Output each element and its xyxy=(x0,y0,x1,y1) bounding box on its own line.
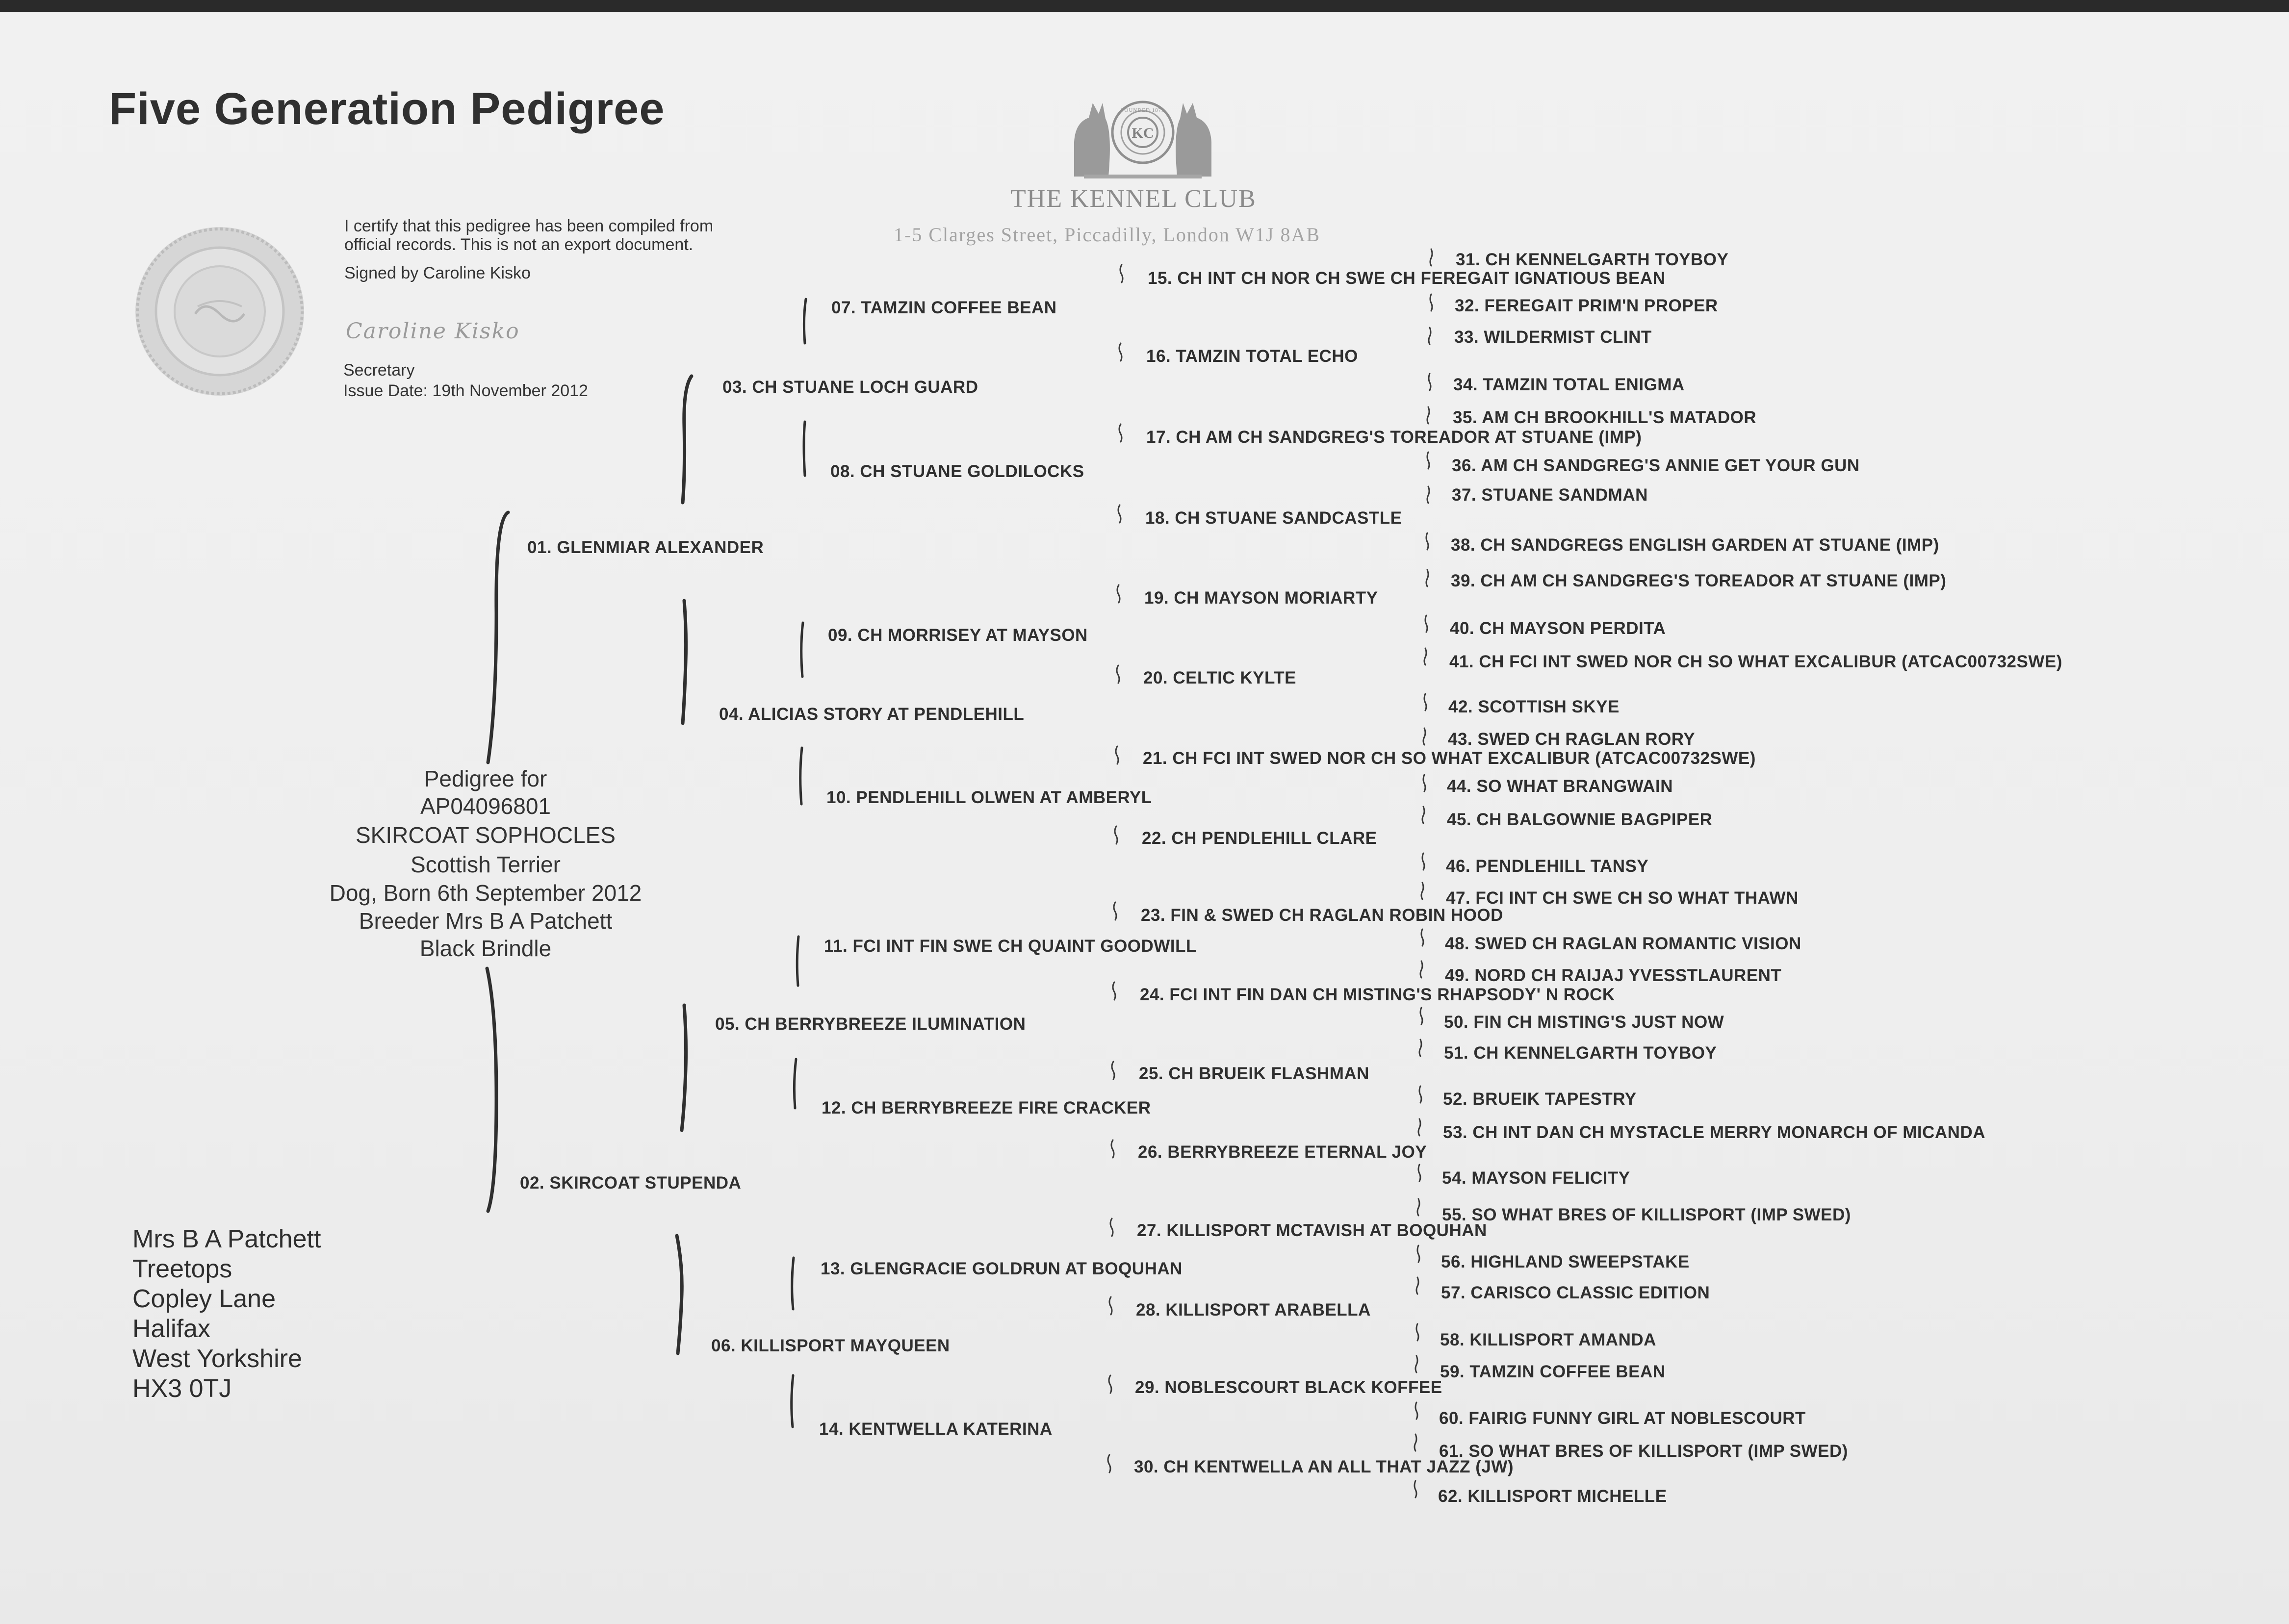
pedigree-entry-gen5: 36. AM CH SANDGREG'S ANNIE GET YOUR GUN xyxy=(1452,456,1860,475)
bracket-gen5 xyxy=(1426,533,1428,550)
bracket-gen4 xyxy=(1114,902,1116,920)
pedigree-entry-gen4: 26. BERRYBREEZE ETERNAL JOY xyxy=(1138,1142,1427,1162)
dog-sex-birth: Dog, Born 6th September 2012 xyxy=(329,880,642,906)
pedigree-entry-gen5: 35. AM CH BROOKHILL'S MATADOR xyxy=(1453,408,1757,427)
pedigree-entry-gen4: 25. CH BRUEIK FLASHMAN xyxy=(1139,1064,1369,1083)
pedigree-entry-gen5: 56. HIGHLAND SWEEPSTAKE xyxy=(1441,1252,1690,1271)
bracket-gen5 xyxy=(1416,1277,1418,1294)
pedigree-entry-gen5: 47. FCI INT CH SWE CH SO WHAT THAWN xyxy=(1446,888,1799,908)
certification-line-1: I certify that this pedigree has been compiled from xyxy=(344,217,714,235)
pedigree-entry-gen5: 32. FEREGAIT PRIM'N PROPER xyxy=(1455,296,1718,315)
pedigree-entry-gen5: 50. FIN CH MISTING'S JUST NOW xyxy=(1444,1013,1724,1032)
pedigree-entry-gen5: 53. CH INT DAN CH MYSTACLE MERRY MONARCH OF MICANDA xyxy=(1443,1123,1985,1142)
pedigree-entry-gen4: 17. CH AM CH SANDGREG'S TOREADOR AT STUANE (IMP) xyxy=(1146,428,1642,447)
pedigree-entry-gen5: 58. KILLISPORT AMANDA xyxy=(1440,1330,1656,1349)
pedigree-entry-gen5: 42. SCOTTISH SKYE xyxy=(1448,697,1620,716)
issue-date: Issue Date: 19th November 2012 xyxy=(343,381,588,400)
bracket-gen5 xyxy=(1427,486,1429,503)
bracket-gen3 xyxy=(797,937,798,986)
owner-address-line: Halifax xyxy=(132,1315,210,1343)
pedigree-entry-gen5: 38. CH SANDGREGS ENGLISH GARDEN AT STUANE (IMP) xyxy=(1451,535,1939,555)
bracket-gen3 xyxy=(794,1059,796,1108)
pedigree-entry-gen3: 08. CH STUANE GOLDILOCKS xyxy=(830,462,1084,481)
bracket-gen5 xyxy=(1424,694,1426,710)
bracket-gen4 xyxy=(1117,665,1119,683)
pedigree-entry-gen3: 14. KENTWELLA KATERINA xyxy=(819,1420,1053,1439)
bracket-gen5 xyxy=(1424,648,1426,665)
pedigree-entry-gen4: 22. CH PENDLEHILL CLARE xyxy=(1142,829,1377,848)
dog-colour: Black Brindle xyxy=(419,936,552,961)
bracket-gen4 xyxy=(1119,343,1122,361)
bracket-gen3 xyxy=(792,1375,793,1427)
bracket-gen5 xyxy=(1422,853,1424,870)
pedigree-entry-gen5: 48. SWED CH RAGLAN ROMANTIC VISION xyxy=(1445,934,1801,953)
bracket-gen5 xyxy=(1427,452,1429,469)
bracket-gen5 xyxy=(1419,1040,1421,1056)
bracket-gen3 xyxy=(801,623,803,677)
pedigree-entry-gen4: 15. CH INT CH NOR CH SWE CH FEREGAIT IGNATIOUS BEAN xyxy=(1148,269,1666,288)
bracket-gen5 xyxy=(1418,1165,1420,1181)
bracket-gen5 xyxy=(1420,1008,1422,1024)
bracket-gen4 xyxy=(1109,1375,1111,1393)
dog-breeder: Breeder Mrs B A Patchett xyxy=(359,908,613,934)
owner-address-line: Treetops xyxy=(132,1255,232,1283)
pedigree-entry-gen5: 60. FAIRIG FUNNY GIRL AT NOBLESCOURT xyxy=(1439,1409,1806,1428)
pedigree-entry-gen2: 06. KILLISPORT MAYQUEEN xyxy=(711,1336,950,1355)
registration-number: AP04096801 xyxy=(420,793,551,819)
kc-founded-ring-text: FOUNDED 1873 xyxy=(1121,107,1165,113)
pedigree-entry-gen5: 54. MAYSON FELICITY xyxy=(1442,1168,1630,1188)
dog-breed: Scottish Terrier xyxy=(411,852,561,877)
pedigree-entry-gen5: 61. SO WHAT BRES OF KILLISPORT (IMP SWED) xyxy=(1439,1442,1848,1461)
pedigree-entry-gen4: 16. TAMZIN TOTAL ECHO xyxy=(1146,347,1358,366)
bracket-gen2 xyxy=(683,601,686,723)
bracket-gen5 xyxy=(1421,929,1423,946)
owner-postcode: HX3 0TJ xyxy=(132,1374,232,1403)
pedigree-entry-gen5: 59. TAMZIN COFFEE BEAN xyxy=(1440,1362,1666,1381)
secretary-role: Secretary xyxy=(343,361,415,380)
pedigree-entry-gen4: 27. KILLISPORT MCTAVISH AT BOQUHAN xyxy=(1137,1221,1487,1240)
bracket-gen5 xyxy=(1423,775,1425,791)
bracket-gen3 xyxy=(800,748,802,804)
pedigree-entry-gen5: 62. KILLISPORT MICHELLE xyxy=(1438,1487,1667,1506)
handwritten-signature: Caroline Kisko xyxy=(346,319,520,344)
pedigree-entry-gen4: 21. CH FCI INT SWED NOR CH SO WHAT EXCALIBUR (ATCAC00732SWE) xyxy=(1143,749,1756,768)
owner-address-line: West Yorkshire xyxy=(132,1345,302,1373)
pedigree-entry-gen4: 28. KILLISPORT ARABELLA xyxy=(1136,1300,1371,1320)
bracket-gen4 xyxy=(1118,505,1121,523)
bracket-gen4 xyxy=(1113,982,1115,1000)
bracket-gen4 xyxy=(1119,424,1122,442)
kennel-club-name: THE KENNEL CLUB xyxy=(1010,185,1257,213)
bracket-gen2 xyxy=(682,1005,686,1130)
pedigree-entry-gen4: 24. FCI INT FIN DAN CH MISTING'S RHAPSODY' N ROCK xyxy=(1140,985,1615,1004)
bracket-gen5 xyxy=(1418,1119,1420,1136)
pedigree-entry-gen3: 10. PENDLEHILL OLWEN AT AMBERYL xyxy=(826,788,1152,807)
bracket-gen5 xyxy=(1429,374,1431,390)
bracket-gen5 xyxy=(1419,1086,1421,1103)
bracket-gen5 xyxy=(1415,1481,1416,1497)
pedigree-entry-gen1: 01. GLENMIAR ALEXANDER xyxy=(527,538,764,557)
bracket-gen4 xyxy=(1116,746,1118,764)
bracket-gen5 xyxy=(1422,807,1424,823)
pedigree-entry-gen4: 19. CH MAYSON MORIARTY xyxy=(1144,588,1378,608)
owner-address-line: Copley Lane xyxy=(132,1285,276,1313)
bracket-gen5 xyxy=(1425,615,1427,632)
bracket-gen5 xyxy=(1417,1245,1419,1262)
bracket-gen5 xyxy=(1430,249,1432,266)
pedigree-entry-gen5: 55. SO WHAT BRES OF KILLISPORT (IMP SWED) xyxy=(1442,1205,1851,1224)
kennel-club-address: 1-5 Clarges Street, Piccadilly, London W1J 8AB xyxy=(894,224,1321,246)
pedigree-entry-gen5: 31. CH KENNELGARTH TOYBOY xyxy=(1456,250,1729,269)
pedigree-entry-gen5: 33. WILDERMIST CLINT xyxy=(1454,328,1652,347)
bracket-gen5 xyxy=(1426,570,1428,586)
bracket-gen5 xyxy=(1427,407,1429,424)
pedigree-entry-gen5: 37. STUANE SANDMAN xyxy=(1452,485,1648,505)
pedigree-entry-gen4: 30. CH KENTWELLA AN ALL THAT JAZZ (JW) xyxy=(1134,1457,1514,1476)
dog-name: SKIRCOAT SOPHOCLES xyxy=(356,822,616,848)
bracket-dam-line xyxy=(487,968,496,1211)
certification-line-2: official records. This is not an export document. xyxy=(344,235,694,254)
pedigree-entry-gen5: 49. NORD CH RAIJAJ YVESSTLAURENT xyxy=(1445,966,1782,985)
bracket-gen3 xyxy=(804,299,806,343)
pedigree-entry-gen3: 09. CH MORRISEY AT MAYSON xyxy=(828,626,1088,645)
pedigree-entry-gen3: 11. FCI INT FIN SWE CH QUAINT GOODWILL xyxy=(824,937,1197,956)
pedigree-entry-gen4: 20. CELTIC KYLTE xyxy=(1143,668,1297,687)
bracket-gen3 xyxy=(792,1258,794,1309)
bracket-gen5 xyxy=(1415,1402,1417,1419)
pedigree-entry-gen5: 34. TAMZIN TOTAL ENIGMA xyxy=(1453,375,1685,394)
bracket-gen5 xyxy=(1415,1356,1417,1372)
pedigree-entry-gen5: 57. CARISCO CLASSIC EDITION xyxy=(1441,1283,1710,1302)
bracket-gen3 xyxy=(804,422,805,476)
pedigree-entry-gen5: 51. CH KENNELGARTH TOYBOY xyxy=(1444,1043,1717,1063)
bracket-gen4 xyxy=(1115,826,1117,844)
bracket-gen5 xyxy=(1430,294,1432,311)
pedigree-entry-gen5: 44. SO WHAT BRANGWAIN xyxy=(1447,777,1673,796)
pedigree-entry-gen4: 23. FIN & SWED CH RAGLAN ROBIN HOOD xyxy=(1141,906,1503,925)
pedigree-entry-gen1: 02. SKIRCOAT STUPENDA xyxy=(520,1173,742,1193)
pedigree-entry-gen5: 39. CH AM CH SANDGREG'S TOREADOR AT STUANE (IMP) xyxy=(1451,571,1947,590)
pedigree-entry-gen5: 45. CH BALGOWNIE BAGPIPER xyxy=(1447,810,1713,829)
bracket-gen5 xyxy=(1420,961,1422,978)
signed-by-text: Signed by Caroline Kisko xyxy=(344,264,531,282)
pedigree-entry-gen4: 18. CH STUANE SANDCASTLE xyxy=(1145,508,1402,528)
kc-monogram: KC xyxy=(1132,125,1154,141)
pedigree-entry-gen4: 29. NOBLESCOURT BLACK KOFFEE xyxy=(1135,1378,1442,1397)
bracket-gen4 xyxy=(1120,265,1123,282)
pedigree-entry-gen5: 40. CH MAYSON PERDITA xyxy=(1450,619,1666,638)
pedigree-entry-gen5: 46. PENDLEHILL TANSY xyxy=(1446,857,1649,876)
pedigree-entry-gen2: 03. CH STUANE LOCH GUARD xyxy=(722,378,978,397)
bracket-gen4 xyxy=(1110,1218,1113,1236)
bracket-gen5 xyxy=(1416,1324,1418,1341)
bracket-gen4 xyxy=(1112,1062,1114,1079)
bracket-gen4 xyxy=(1108,1455,1110,1472)
pedigree-for-label: Pedigree for xyxy=(424,766,547,791)
page-title: Five Generation Pedigree xyxy=(109,84,665,134)
bracket-gen5 xyxy=(1415,1434,1416,1451)
bracket-gen5 xyxy=(1429,328,1431,344)
bracket-gen4 xyxy=(1109,1297,1112,1315)
bracket-gen4 xyxy=(1117,585,1120,603)
pedigree-entry-gen3: 13. GLENGRACIE GOLDRUN AT BOQUHAN xyxy=(821,1259,1183,1278)
pedigree-entry-gen5: 52. BRUEIK TAPESTRY xyxy=(1443,1090,1637,1109)
pedigree-entry-gen5: 41. CH FCI INT SWED NOR CH SO WHAT EXCALIBUR (ATCAC00732SWE) xyxy=(1449,652,2062,671)
pedigree-entry-gen3: 12. CH BERRYBREEZE FIRE CRACKER xyxy=(822,1098,1151,1117)
bracket-gen5 xyxy=(1417,1199,1419,1216)
pedigree-entry-gen2: 04. ALICIAS STORY AT PENDLEHILL xyxy=(719,705,1025,724)
bracket-gen4 xyxy=(1111,1140,1114,1158)
bracket-gen2 xyxy=(677,1236,682,1353)
pedigree-entry-gen5: 43. SWED CH RAGLAN RORY xyxy=(1448,730,1696,749)
bracket-gen5 xyxy=(1421,883,1423,899)
pedigree-entry-gen2: 05. CH BERRYBREEZE ILUMINATION xyxy=(715,1015,1026,1034)
bracket-gen2 xyxy=(683,376,692,503)
bracket-gen5 xyxy=(1423,728,1425,745)
bracket-sire-line xyxy=(488,512,508,762)
pedigree-entry-gen3: 07. TAMZIN COFFEE BEAN xyxy=(831,298,1057,317)
owner-name: Mrs B A Patchett xyxy=(132,1225,321,1253)
